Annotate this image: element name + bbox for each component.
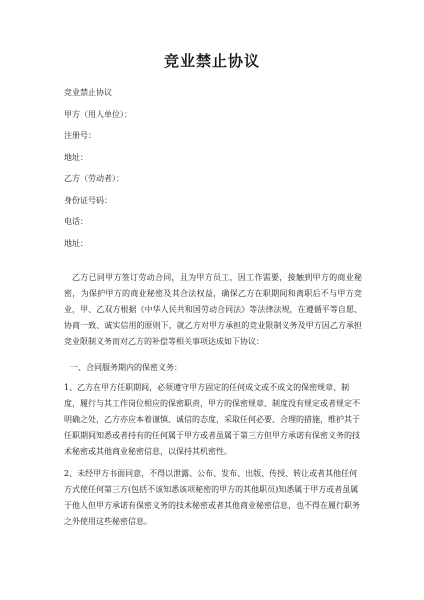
clause-1: 1、乙方在甲方任职期间，必须遵守甲方固定的任何成文或不成文的保密规章、制度，履行与其工作岗位相应的保密职责，甲方的保密规章、制度没有规定或者规定不明确之处，乙方亦应本着谨慎、诚信的态度，采取任何必要、合理的措施，维护其于任职期间知悉或者持有的任何属于甲方或者虽属于第三方但甲方承诺有保密义务的技术秘密或其他商业秘密信息，以保持其机密性。 [64, 383, 360, 456]
field-party-b-address: 地址： [64, 238, 88, 248]
field-party-b: 乙方（劳动者）： [64, 174, 124, 183]
agreement-body [64, 270, 362, 536]
field-party-a-address: 地址： [64, 152, 88, 162]
field-id-number: 身份证号码： [64, 195, 112, 205]
field-registration-no: 注册号： [64, 131, 96, 140]
intro-paragraph: 乙方已同甲方签订劳动合同，且为甲方员工，因工作需要，接触到甲方的商业秘密，为保护甲方的商业秘密及其合法权益，确保乙方在职期间和离职后不与甲方竞业，甲、乙双方根据《中华人民共和国劳动合同法》等法律法规，在遵循平等自愿、协商一致、诚实信用的原则下，就乙方对甲方承担的竞业限制义务及甲方因乙方承担竞业限制义务而对乙方的补偿等相关事项达成如下协议： [64, 273, 362, 346]
field-phone: 电话： [64, 217, 88, 226]
party-info-block [64, 88, 364, 260]
field-agreement-name: 竞业禁止协议 [64, 88, 112, 97]
clause-2: 2、未经甲方书面同意，不得以泄露、公布、发布、出版、传授、转让或者其他任何方式使任何第三方(包括不该知悉该项秘密的甲方的其他职员)知悉属于甲方或者虽属于他人但甲方承诺有保密义务的技术秘密或者其他商业秘密信息，也不得在履行职务之外使用这些秘密信息。 [64, 469, 360, 526]
section-1-heading: 一、合同服务期内的保密义务： [70, 363, 182, 372]
document-title: 竞业禁止协议 [163, 52, 260, 70]
field-party-a: 甲方（用人单位）： [64, 109, 132, 119]
